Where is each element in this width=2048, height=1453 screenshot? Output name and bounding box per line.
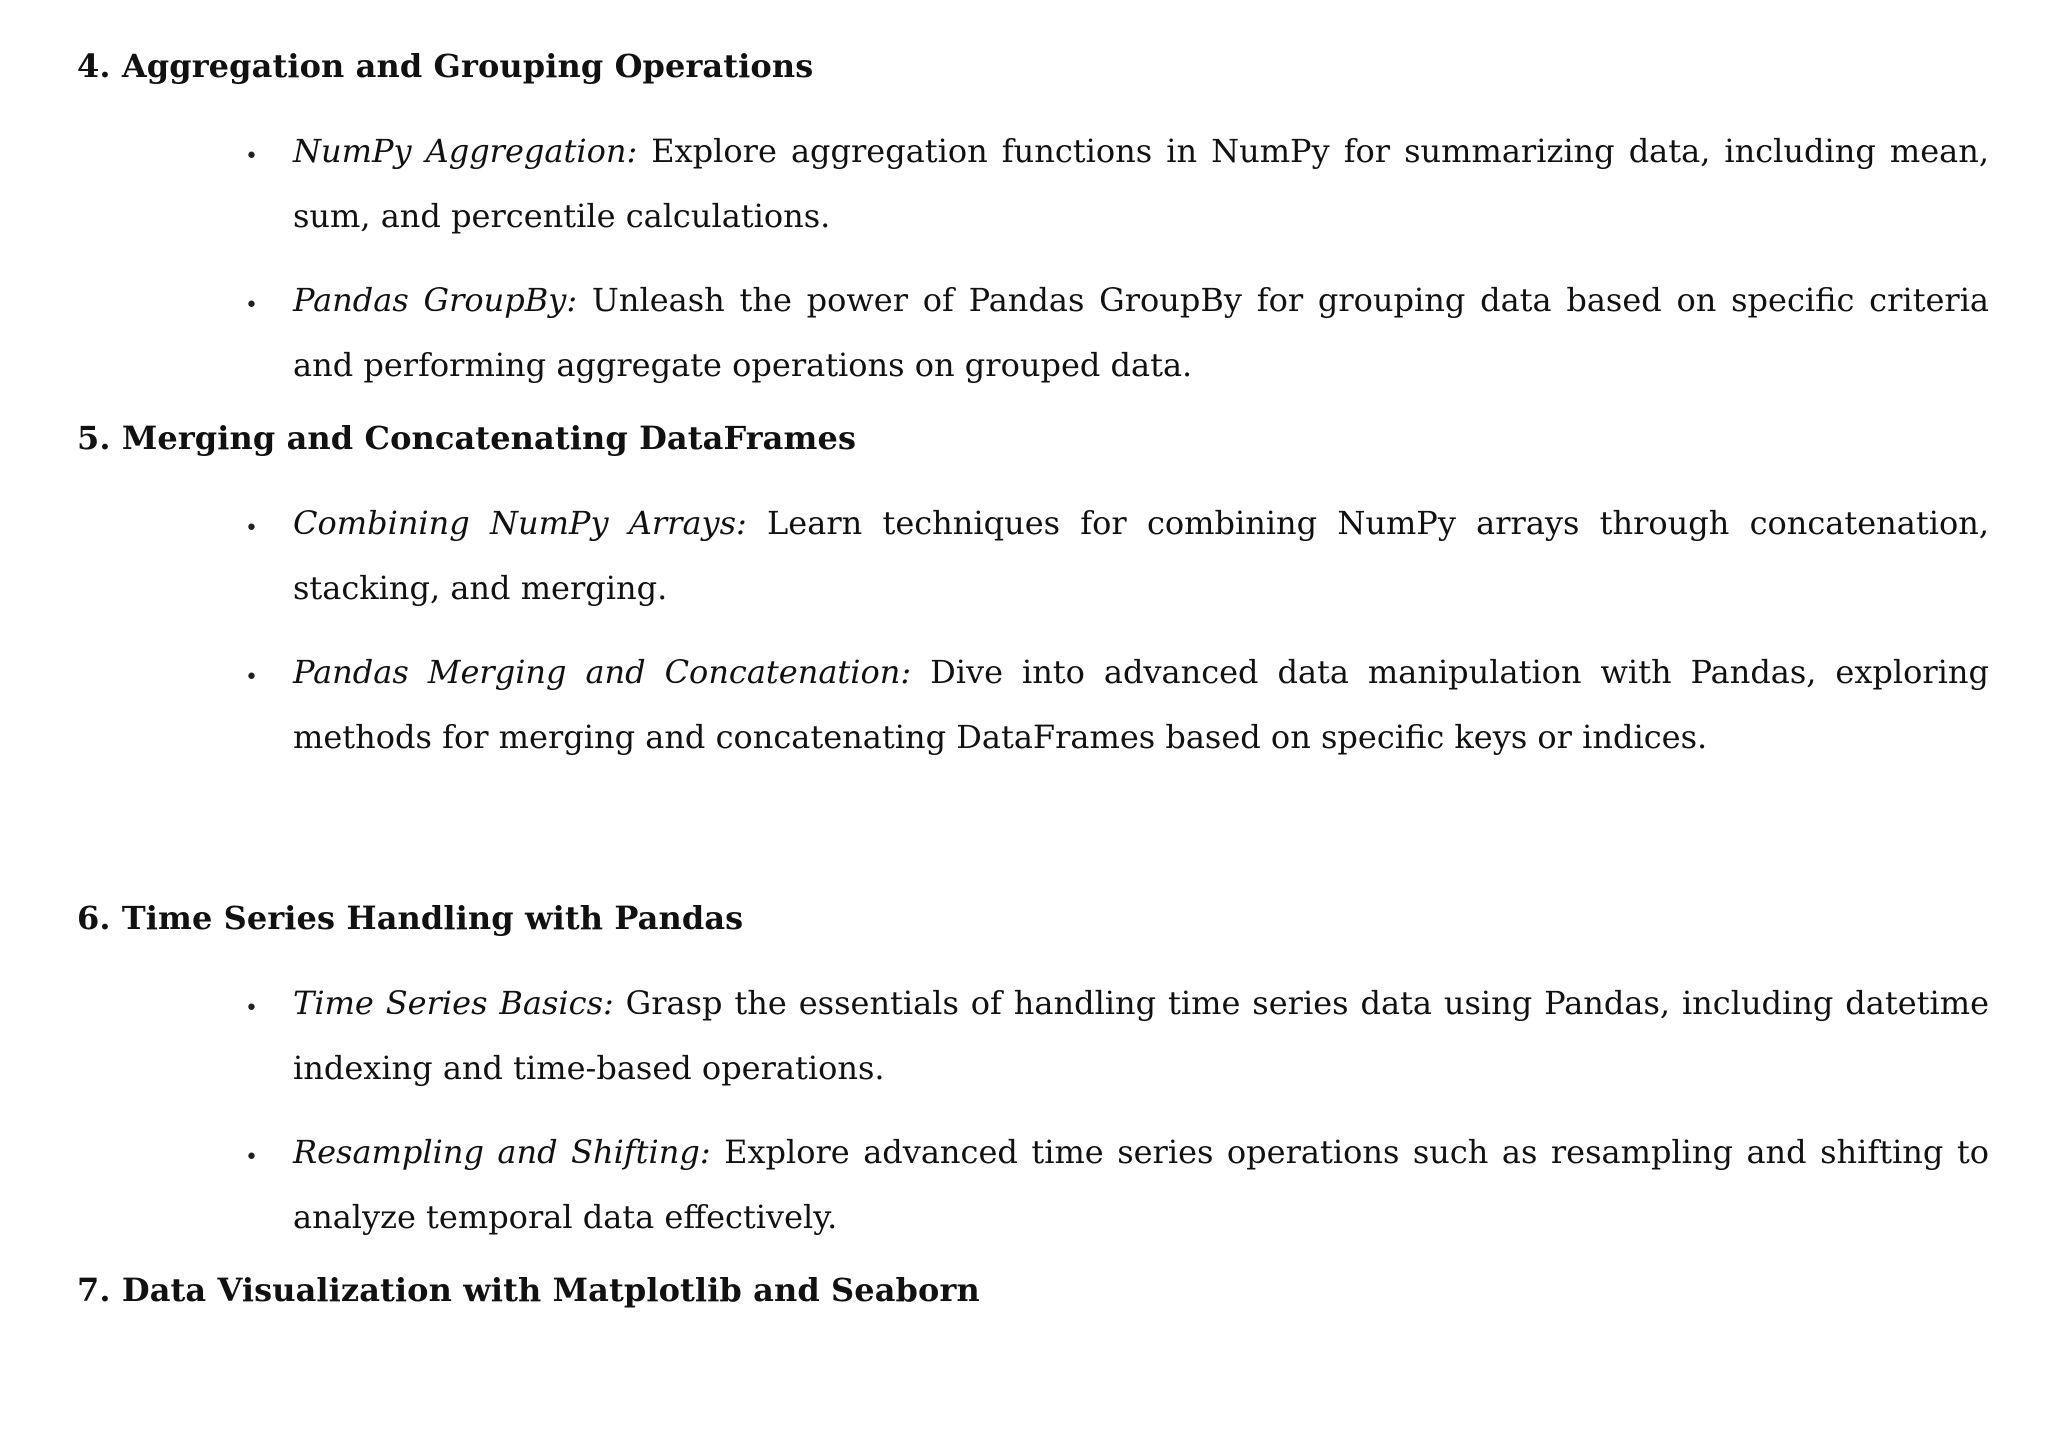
- bullet-icon: •: [245, 516, 258, 541]
- section-heading: 7. Data Visualization with Matplotlib and Seaborn: [77, 1271, 980, 1309]
- item-term: Pandas GroupBy:: [293, 281, 578, 319]
- list-item: [293, 491, 1989, 621]
- section-heading: 4. Aggregation and Grouping Operations: [77, 47, 814, 85]
- bullet-icon: •: [245, 665, 258, 690]
- item-term: Pandas Merging and Concatenation:: [293, 653, 912, 691]
- item-text: Learn techniques for combining NumPy arrays through concatenation, stacking, and merging.: [293, 504, 1989, 607]
- item-term: Combining NumPy Arrays:: [293, 504, 747, 542]
- item-term: Resampling and Shifting:: [293, 1133, 711, 1171]
- list-item: [293, 1120, 1989, 1250]
- bullet-icon: •: [245, 996, 258, 1021]
- item-text: Explore aggregation functions in NumPy for summarizing data, including mean, sum, and percentile calculations.: [293, 132, 1990, 235]
- item-text: Grasp the essentials of handling time series data using Pandas, including datetime indexing and time-based operations.: [293, 984, 1989, 1087]
- list-item: [293, 119, 1989, 249]
- item-text: Explore advanced time series operations such as resampling and shifting to analyze temporal data effectively.: [293, 1133, 1990, 1236]
- bullet-icon: •: [245, 293, 258, 318]
- item-term: NumPy Aggregation:: [293, 132, 638, 170]
- section-heading: 6. Time Series Handling with Pandas: [77, 899, 744, 937]
- list-item: [293, 268, 1989, 398]
- item-text: Unleash the power of Pandas GroupBy for grouping data based on specific criteria and performing aggregate operations on grouped data.: [293, 281, 1990, 384]
- item-text: Dive into advanced data manipulation with Pandas, exploring methods for merging and concatenating DataFrames based on specific keys or indices.: [293, 653, 1990, 756]
- section-heading: 5. Merging and Concatenating DataFrames: [77, 419, 857, 457]
- list-item: [293, 640, 1989, 770]
- list-item: [293, 971, 1989, 1101]
- bullet-icon: •: [245, 144, 258, 169]
- item-term: Time Series Basics:: [293, 984, 614, 1022]
- bullet-icon: •: [245, 1145, 258, 1170]
